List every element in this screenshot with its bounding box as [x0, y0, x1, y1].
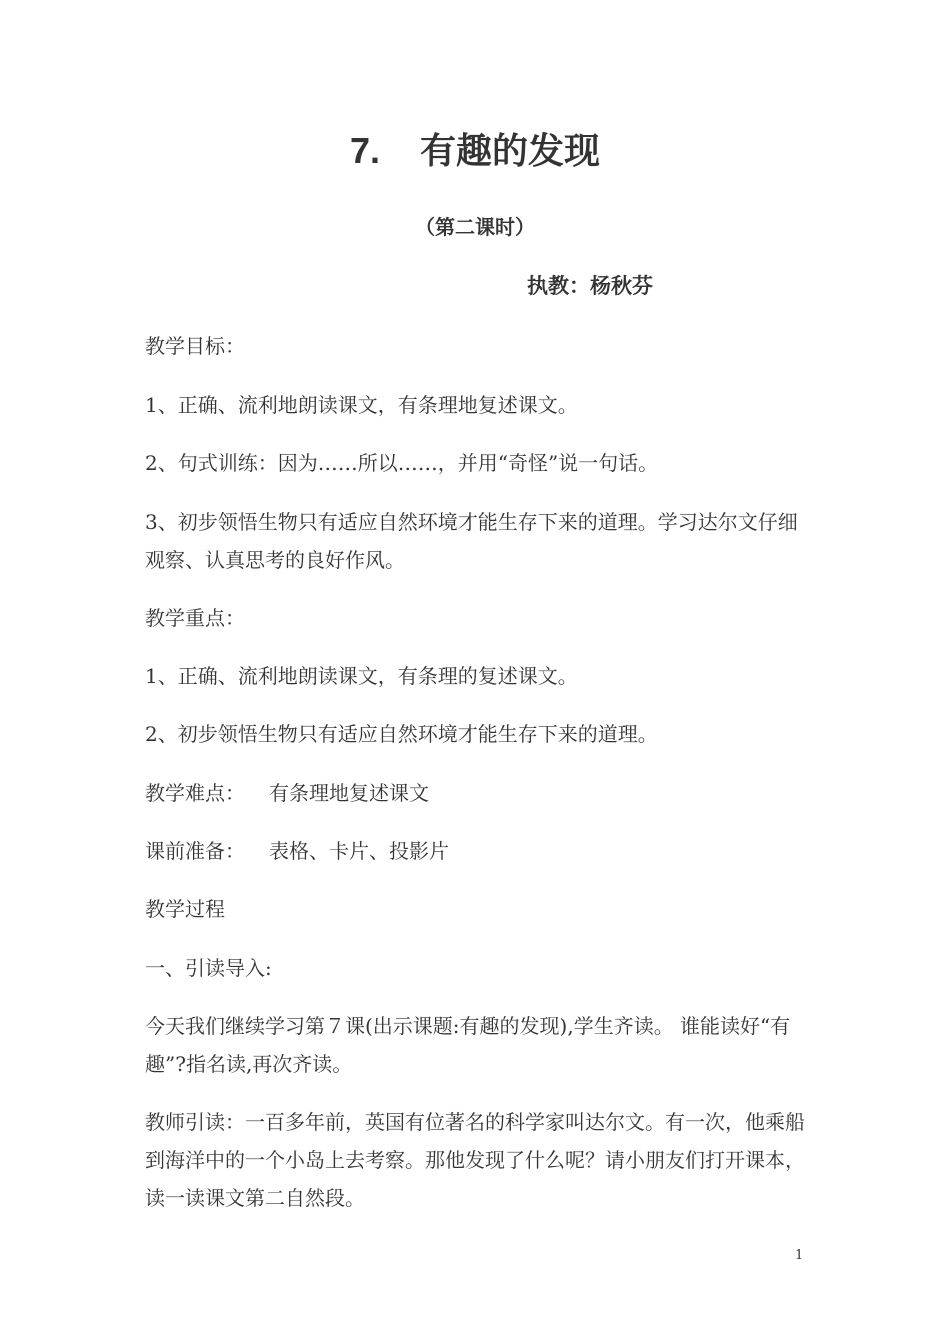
process-heading: 教学过程	[145, 897, 225, 921]
preparation-line	[145, 832, 810, 870]
section-1-heading: 一、引读导入:	[145, 956, 272, 980]
page-number: 1	[795, 1248, 804, 1263]
objectives-heading: 教学目标：	[145, 334, 245, 358]
preparation-label: 课前准备：	[145, 839, 245, 863]
key-points-heading: 教学重点：	[145, 606, 245, 630]
difficulty-line	[145, 774, 810, 812]
objective-item-1: 1、正确、流利地朗读课文，有条理地复述课文。	[145, 393, 578, 417]
key-point-item-1: 1、正确、流利地朗读课文，有条理的复述课文。	[145, 664, 578, 688]
title-text: 有趣的发现	[420, 130, 601, 171]
document-subtitle: （第二课时）	[415, 215, 535, 239]
key-point-item-2: 2、初步领悟生物只有适应自然环境才能生存下来的道理。	[145, 722, 658, 746]
preparation-value: 表格、卡片、投影片	[269, 839, 449, 863]
difficulty-label: 教学难点：	[145, 781, 245, 805]
teacher-line: 执教：杨秋芬	[527, 273, 653, 298]
objective-item-3: 3、初步领悟生物只有适应自然环境才能生存下来的道理。学习达尔文仔细观察、认真思考的良好作风。	[145, 510, 798, 572]
title-number: 7.	[349, 130, 380, 171]
section-1-paragraph-1: 今天我们继续学习第７课(出示课题:有趣的发现),学生齐读。 谁能读好“有趣”?指名读,再次齐读。	[145, 1014, 791, 1076]
document-title	[0, 126, 950, 176]
section-1-paragraph-2: 教师引读：一百多年前，英国有位著名的科学家叫达尔文。有一次，他乘船到海洋中的一个小岛上去考察。那他发现了什么呢？请小朋友们打开课本，读一读课文第二自然段。	[145, 1110, 805, 1210]
difficulty-value: 有条理地复述课文	[269, 781, 429, 805]
objective-item-2: 2、句式训练：因为……所以……，并用“奇怪”说一句话。	[145, 451, 659, 475]
